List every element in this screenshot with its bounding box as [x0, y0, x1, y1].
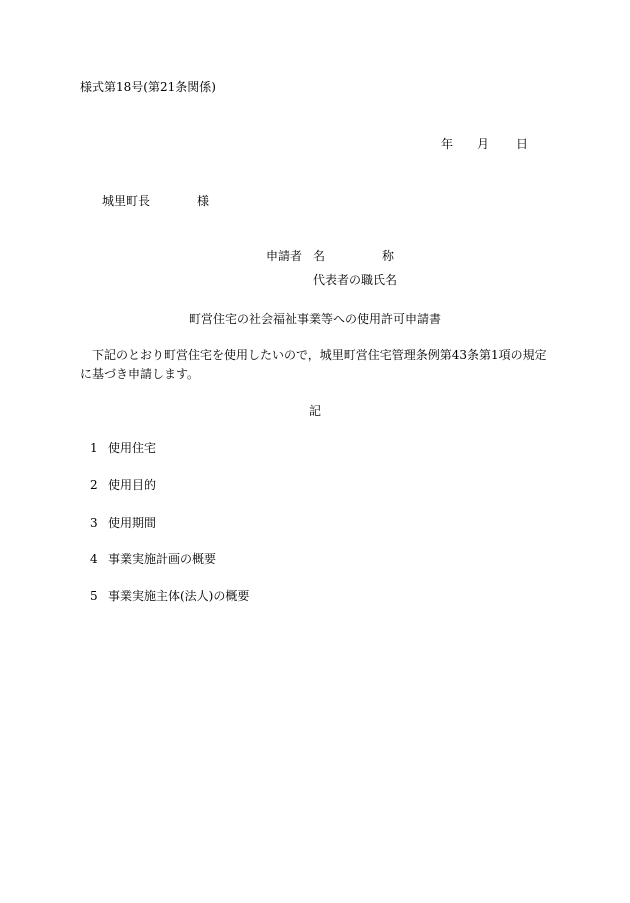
list-item-label: 使用住宅	[108, 441, 157, 455]
list-item	[90, 515, 156, 531]
ki-heading: 記	[308, 404, 321, 418]
list-item-label: 使用期間	[108, 516, 157, 530]
list-item-number: 1	[90, 441, 98, 455]
applicant-name-label	[313, 248, 394, 264]
list-item	[90, 440, 156, 456]
applicant-name-label-1: 名	[313, 249, 326, 263]
addressee-honorific: 様	[197, 194, 210, 208]
body-text: 下記のとおり町営住宅を使用したいので，城里町営住宅管理条例第43条第1項の規定に基づき申請します。	[80, 348, 547, 381]
list-item-number: 4	[90, 552, 98, 566]
date-month-label: 月	[477, 137, 490, 151]
date-day-label: 日	[516, 137, 529, 151]
list-item-label: 使用目的	[108, 478, 157, 492]
list-item	[90, 551, 216, 567]
date-line	[441, 136, 528, 152]
date-year-label: 年	[441, 137, 454, 151]
list-item	[90, 588, 249, 604]
form-number: 様式第18号(第21条関係)	[80, 80, 216, 94]
list-item-label: 事業実施計画の概要	[108, 552, 217, 566]
list-item-number: 2	[90, 478, 98, 492]
list-item-number: 5	[90, 589, 98, 603]
applicant-name-label-2: 称	[382, 249, 395, 263]
applicant-label: 申請者	[266, 249, 303, 263]
document-title: 町営住宅の社会福祉事業等への使用許可申請書	[188, 312, 441, 326]
list-item-number: 3	[90, 516, 98, 530]
applicant-representative-label: 代表者の職氏名	[313, 273, 398, 287]
addressee-name: 城里町長	[102, 194, 151, 208]
list-item	[90, 477, 156, 493]
list-item-label: 事業実施主体(法人)の概要	[108, 589, 250, 603]
addressee	[102, 193, 209, 209]
